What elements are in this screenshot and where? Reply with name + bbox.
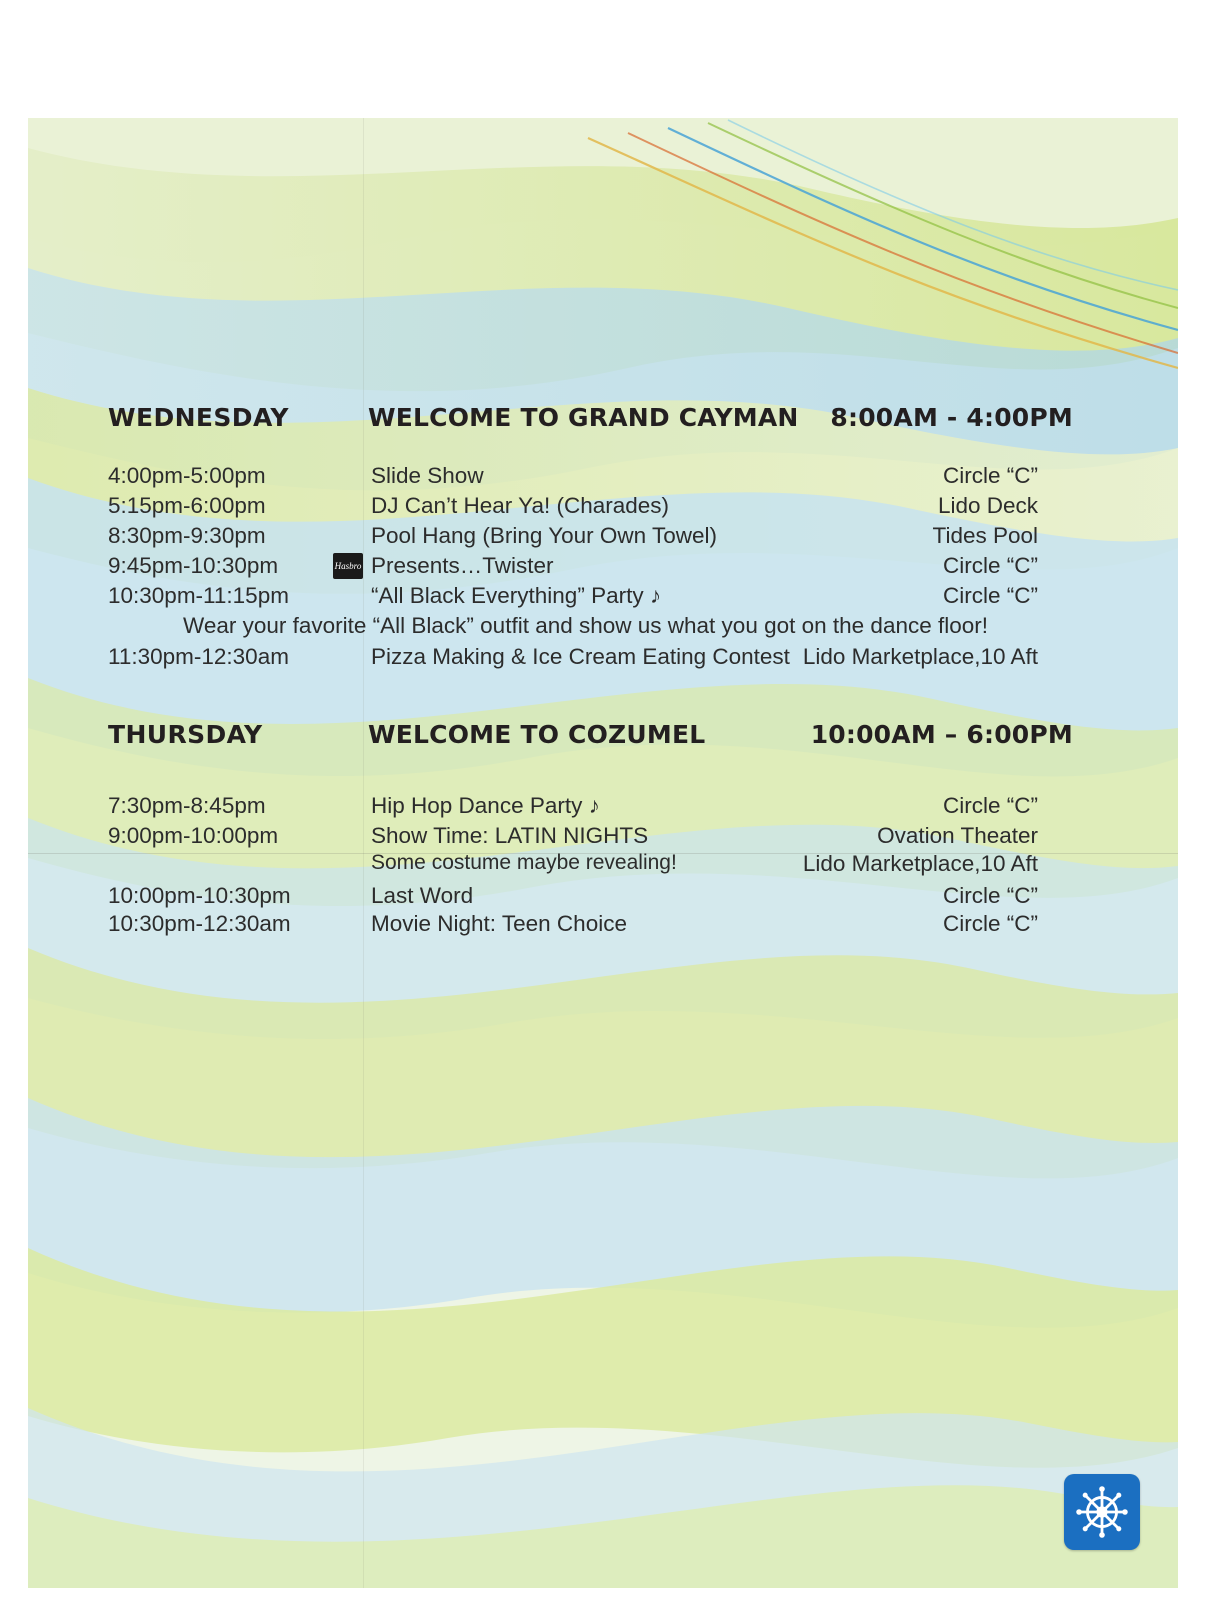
event-venue: Circle “C” — [943, 883, 1038, 908]
event-title: Hip Hop Dance Party ♪ — [371, 793, 600, 818]
day-port: WELCOME TO COZUMEL — [368, 720, 706, 749]
event-time: 5:15pm-6:00pm — [108, 493, 266, 518]
event-venue: Circle “C” — [943, 911, 1038, 936]
day-hours: 10:00AM – 6:00PM — [810, 720, 1073, 749]
day-name: WEDNESDAY — [108, 403, 289, 432]
event-venue: Lido Deck — [937, 493, 1038, 518]
event-title: Movie Night: Teen Choice — [371, 911, 627, 936]
event-time: 10:00pm-10:30pm — [108, 883, 291, 908]
event-title: Slide Show — [371, 463, 484, 488]
day-name: THURSDAY — [108, 720, 263, 749]
event-title: DJ Can’t Hear Ya! (Charades) — [371, 493, 670, 518]
event-time: 10:30pm-11:15pm — [108, 583, 289, 608]
event-venue: Circle “C” — [943, 463, 1038, 488]
event-time: 4:00pm-5:00pm — [108, 463, 266, 488]
event-venue: Circle “C” — [943, 553, 1038, 578]
hasbro-logo-icon: Hasbro — [333, 553, 363, 579]
event-time: 11:30pm-12:30am — [108, 644, 289, 669]
event-title: Pool Hang (Bring Your Own Towel) — [371, 523, 718, 548]
event-time: 9:45pm-10:30pm — [108, 553, 279, 578]
event-venue: Ovation Theater — [877, 823, 1038, 848]
event-title: Pizza Making & Ice Cream Eating Contest — [371, 644, 790, 669]
scanned-flyer-sheet — [28, 118, 1178, 1588]
event-title: Last Word — [371, 883, 474, 908]
event-time: 7:30pm-8:45pm — [108, 793, 266, 818]
event-note: Wear your favorite “All Black” outfit and show us what you got on the dance floor! — [183, 613, 989, 638]
ship-wheel-badge — [1064, 1474, 1140, 1550]
schedule-content — [28, 118, 1178, 1588]
event-title: Presents…Twister — [371, 553, 554, 578]
event-venue: Tides Pool — [932, 523, 1038, 548]
event-subnote: Some costume maybe revealing! — [371, 851, 677, 874]
event-venue: Lido Marketplace,10 Aft — [802, 851, 1038, 876]
event-venue: Circle “C” — [943, 793, 1038, 818]
event-venue: Lido Marketplace,10 Aft — [802, 644, 1038, 669]
event-time: 8:30pm-9:30pm — [108, 523, 266, 548]
event-title: Show Time: LATIN NIGHTS — [371, 823, 649, 848]
event-time: 10:30pm-12:30am — [108, 911, 291, 936]
event-venue: Circle “C” — [943, 583, 1038, 608]
day-port: WELCOME TO GRAND CAYMAN — [368, 403, 799, 432]
ship-wheel-icon — [1074, 1484, 1130, 1540]
event-title: “All Black Everything” Party ♪ — [371, 583, 662, 608]
event-time: 9:00pm-10:00pm — [108, 823, 279, 848]
day-hours: 8:00AM - 4:00PM — [830, 403, 1073, 432]
